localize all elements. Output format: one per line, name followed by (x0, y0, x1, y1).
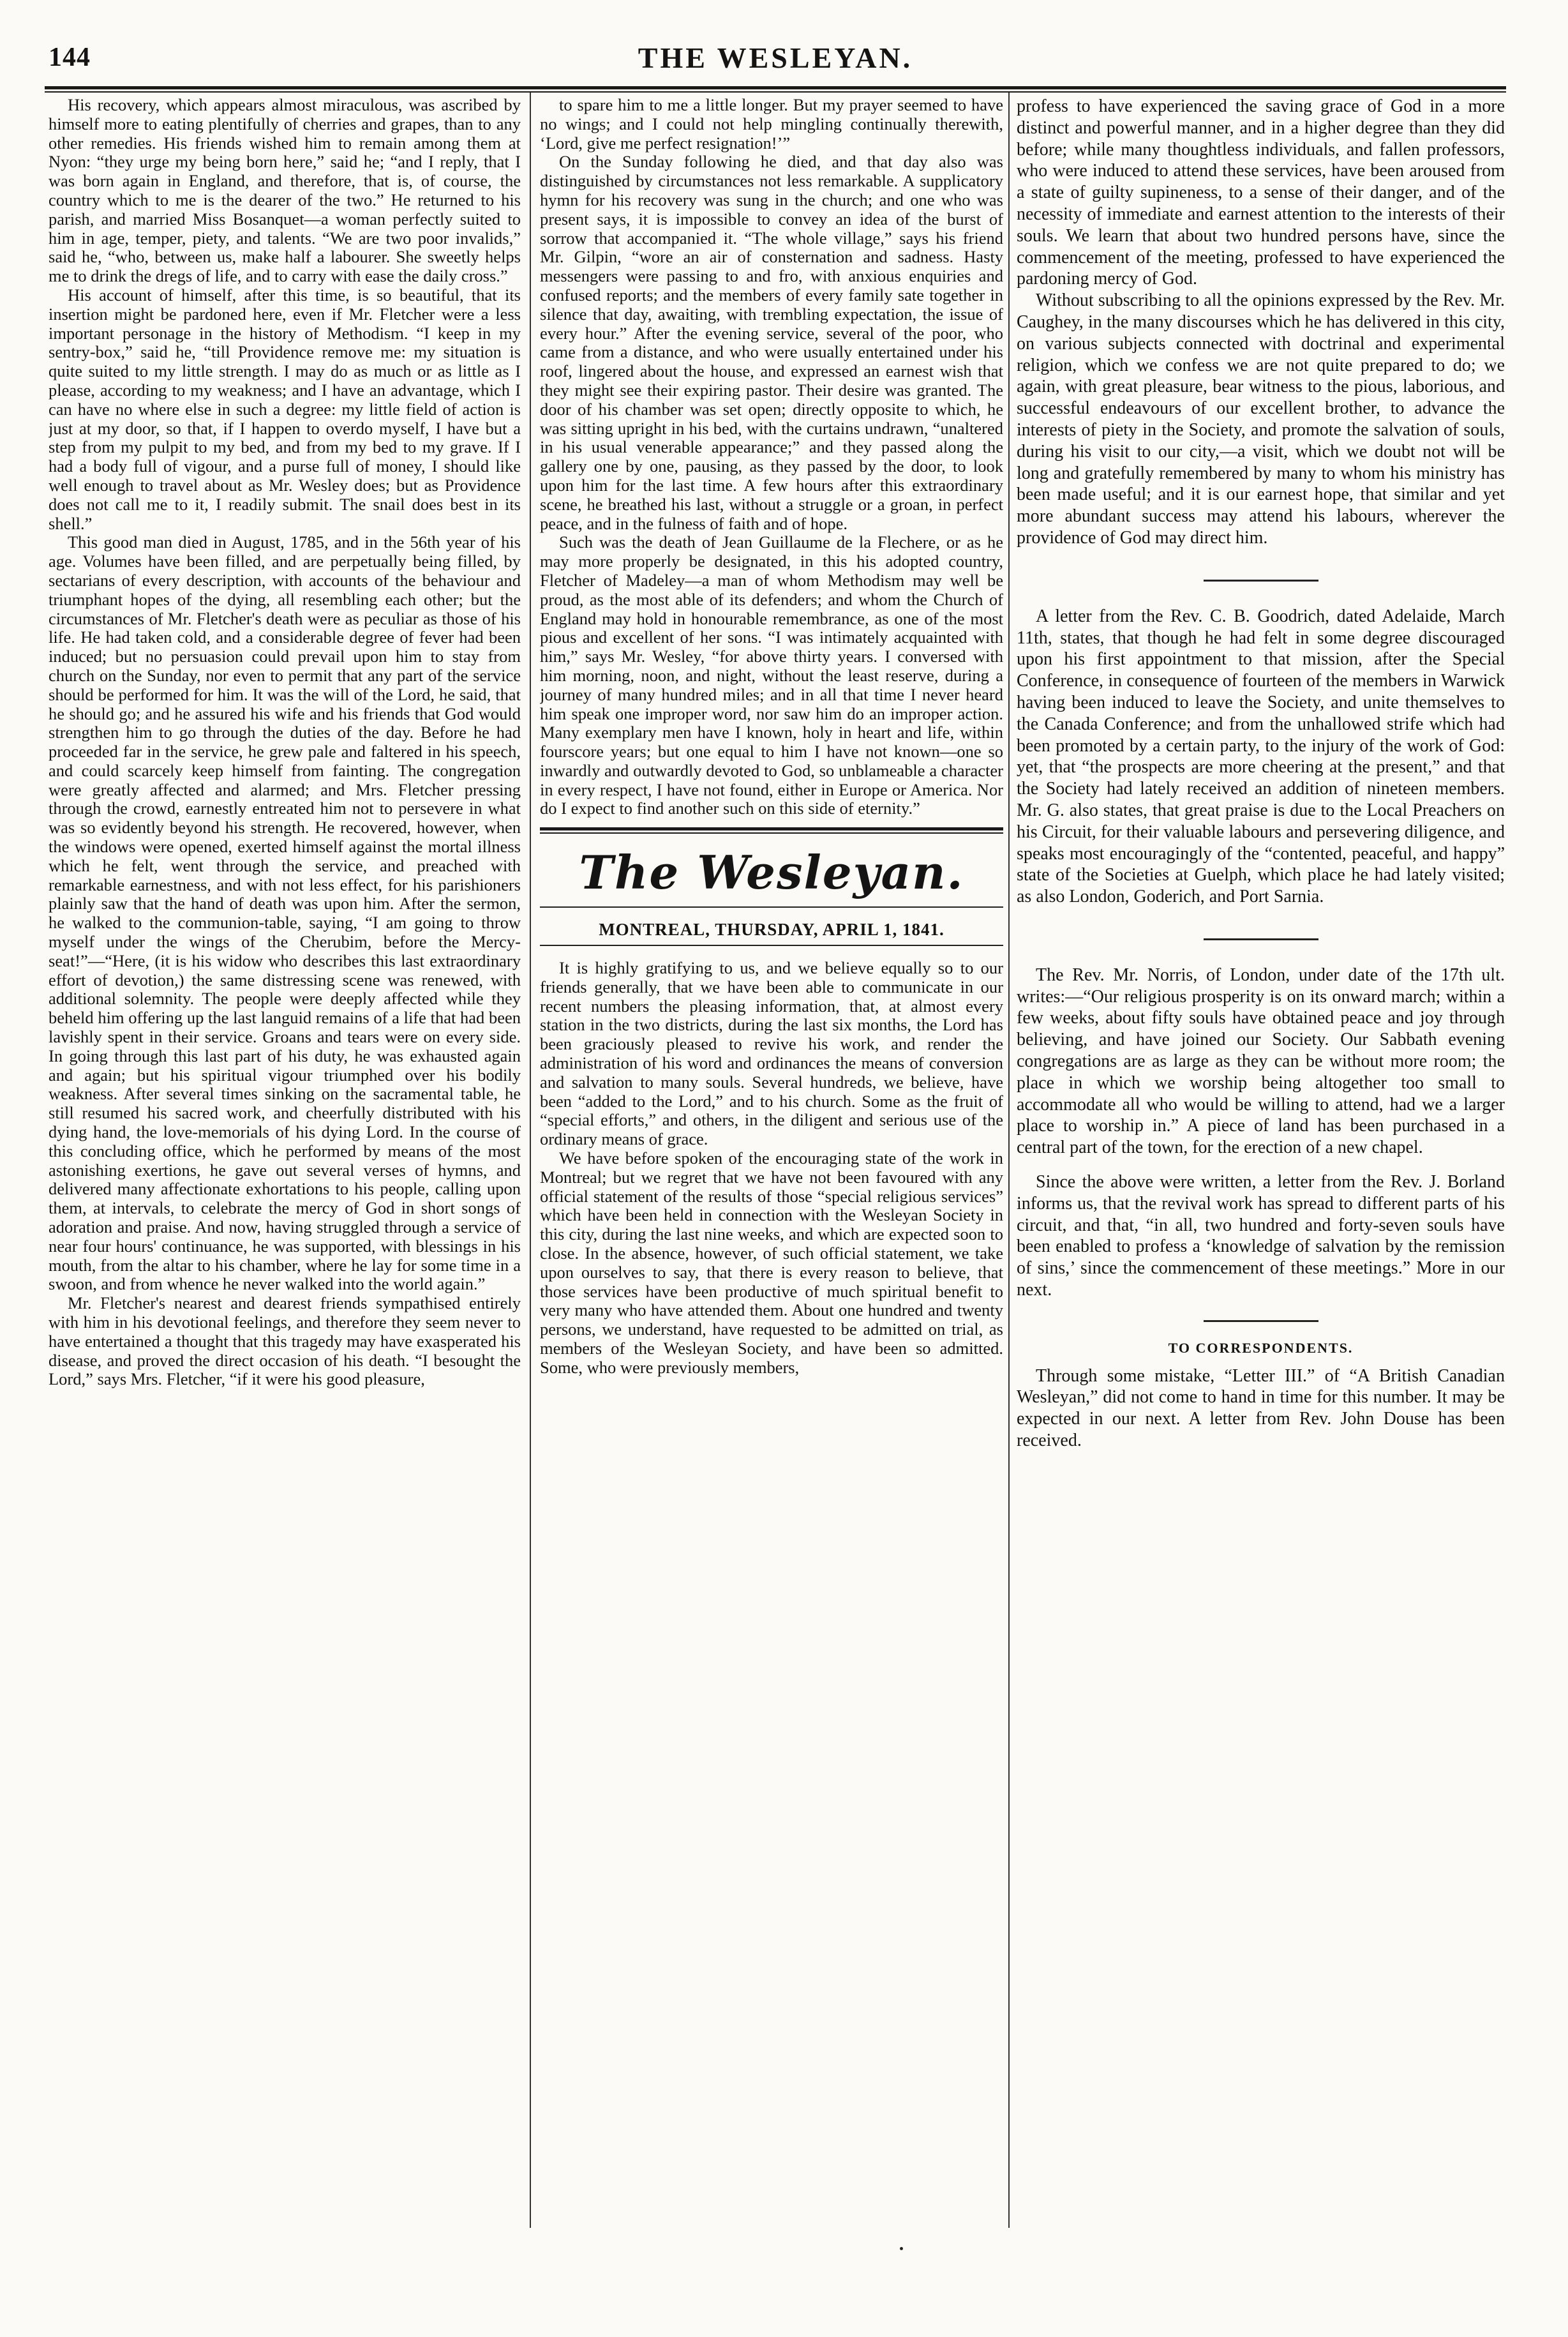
paragraph: On the Sunday following he died, and that day also was distinguished by circumstances not less remarkable. A supplicatory hymn for his recovery was sung in the church; and one who was present says, it is impossible to convey an idea of the burst of sorrow that accompanied it. “The whole village,” says his friend Mr. Gilpin, “wore an air of consternation and sadness. Hasty messengers were passing to and fro, with anxious enquiries and confused reports; and the members of every family sate together in silence that day, awaiting, with trembling expectation, the issue of every hour.” After the evening service, several of the poor, who came from a distance, and who were usually entertained under his roof, lingered about the house, and expressed an earnest wish that they might see their expiring pastor. Their desire was granted. The door of his chamber was set open; directly opposite to which, he was sitting upright in his bed, with the curtains undrawn, “unaltered in his usual venerable appearance;” and they passed along the gallery one by one, pausing, as they passed by the door, to look upon him for the last time. A few hours after this extraordinary scene, he breathed his last, without a struggle or a groan, in perfect peace, and in the fulness of faith and of hope. (540, 152, 1003, 533)
editorial-paragraph: It is highly gratifying to us, and we believe equally so to our friends generally, that we have been able to communicate in our recent numbers the pleasing information, that, at almost every station in the two districts, during the last six months, the Lord has been graciously pleased to revive his work, and render the administration of his word and ordinances the means of conversion and salvation to many souls. Several hundreds, we believe, have been “added to the Lord,” and to his church. Some as the fruit of “special efforts,” and others, in the diligent and serious use of the ordinary means of grace. (540, 958, 1003, 1149)
news-item-norris: The Rev. Mr. Norris, of London, under date of the 17th ult. writes:—“Our religious prosperity is on its onward march; within a few weeks, about fifty souls have obtained peace and joy through believing, and have joined our Society. Our Sabbath evening congregations are as large as they can be without more room; the place in which we worship being altogether too small to accommodate all who would be willing to attend, had we a larger place to worship in.” A piece of land has been purchased in a central part of the town, for the erection of a new chapel. (1017, 965, 1505, 1158)
editorial-paragraph: We have before spoken of the encouraging state of the work in Montreal; but we regret that we have not been favoured with any official statement of the results of those “special religious services” which have been held in connection with the Wesleyan Society in this city, during the last nine weeks, and which are expected soon to close. In the absence, however, of such official statement, we take upon ourselves to say, that there is every reason to believe, that those services have been productive of much spiritual benefit to very many who have attended them. About one hundred and twenty persons, we understand, have requested to be admitted on trial, as members of the Wesleyan Society, and have been so admitted. Some, who were previously members, (540, 1148, 1003, 1377)
column-2 (540, 96, 1003, 2225)
page-header (45, 37, 1506, 82)
section-rule (1204, 580, 1318, 582)
paragraph: Such was the death of Jean Guillaume de la Flechere, or as he may more properly be designated, in this his adopted country, Fletcher of Madeley—a man of whom Methodism may well be proud, as the most able of its defenders; and whom the Church of England may hold in honourable remembrance, as one of the most pious and excellent of her sons. “I was intimately acquainted with him,” says Mr. Wesley, “for above thirty years. I conversed with him morning, noon, and night, without the least reserve, during a journey of many hundred miles; and in all that time I never heard him speak one improper word, nor saw him do an improper action. Many exemplary men have I known, holy in heart and life, within fourscore years; but one equal to him I have not known—one so inwardly and outwardly devoted to God, so unblameable a character in every respect, I have not found, either in Europe or America. Nor do I expect to find another such on this side of eternity.” (540, 532, 1003, 818)
paragraph: Without subscribing to all the opinions expressed by the Rev. Mr. Caughey, in the many discourses which he has delivered in this city, on various subjects connected with doctrinal and experimental religion, which we confess we are not quite prepared to do; we again, with great pleasure, bear witness to the pious, laborious, and successful endeavours of our excellent brother, to advance the interests of piety in the Society, and promote the salvation of souls, during his visit to our city,—a visit, which we doubt not will be long and gratefully remembered by many to whom his ministry has been made useful; and it is our earnest hope, that similar and yet more abundant success may attend his labours, wherever the providence of God may direct him. (1017, 290, 1505, 548)
paragraph: Mr. Fletcher's nearest and dearest friends sympathised entirely with him in his devotional feelings, and therefore they seem never to have entertained a thought that this tragedy may have exasperated his disease, and proved the direct occasion of his death. “I besought the Lord,” says Mrs. Fletcher, “if it were his good pleasure, (49, 1293, 521, 1389)
masthead-title: The Wesleyan. (579, 845, 964, 900)
dateline: MONTREAL, THURSDAY, APRIL 1, 1841. (599, 920, 945, 940)
paragraph: profess to have experienced the saving grace of God in a more distinct and powerful manner, and in a higher degree than they did before; while many thoughtless individuals, and fallen professors, who were induced to attend these services, have been aroused from a state of guilty supineness, to a sense of their danger, and of the necessity of immediate and earnest attention to the interests of their souls. We learn that about two hundred persons have, since the commencement of the meeting, professed to have experienced the pardoning mercy of God. (1017, 96, 1505, 289)
section-rule (1204, 938, 1318, 940)
masthead-rule (540, 827, 1003, 834)
header-rule (45, 86, 1506, 93)
paragraph: This good man died in August, 1785, and in the 56th year of his age. Volumes have been filled, and are perpetually being filled, by sectarians of every description, with accounts of the behaviour and triumphant hopes of the dying, all resembling each other; but the circumstances of Mr. Fletcher's death were as peculiar as those of his life. He had taken cold, and a considerable degree of fever had been induced; but no persuasion could prevail upon him to stay from church on the Sunday, nor even to permit that any part of the service should be performed for him. It was the will of the Lord, he said, that he should go; and he assured his wife and his friends that God would strengthen him to go through the duties of the day. Before he had proceeded far in the service, he grew pale and faltered in his speech, and could scarcely keep himself from fainting. The congregation were greatly affected and alarmed; and Mrs. Fletcher pressing through the crowd, earnestly entreated him not to persevere in what was so evidently beyond his strength. He recovered, however, when the windows were opened, exerted himself against the mortal illness which he felt, went through the service, and preached with remarkable earnestness, and with not less effect, for his parishioners plainly saw that the hand of death was upon him. After the sermon, he walked to the communion-table, saying, “I am going to throw myself under the wings of the Cherubim, before the Mercy-seat!”—“Here, (it is his widow who describes this last extraordinary effort of devotion,) the same distressing scene was renewed, with additional solemnity. The people were deeply affected while they beheld him offering up the last languid remains of a life that had been lavishly spent in their service. Groans and tears were on every side. In going through this last part of his duty, he was exhausted again and again; but his spiritual vigour triumphed over his bodily weakness. After several times sinking on the sacramental table, he still resumed his sacred work, and cheerfully distributed with his dying hand, the love-memorials of his dying Lord. In the course of this concluding office, which he performed by means of the most astonishing exertions, he gave out several verses of hymns, and delivered many affectionate exhortations to his people, calling upon them, at intervals, to celebrate the mercy of God in short songs of adoration and praise. And now, having struggled through a service of near four hours' continuance, he was supported, with blessings in his mouth, from the altar to his chamber, where he lay for some time in a swoon, and from whence he never walked into the world again.” (49, 532, 521, 1294)
section-rule (1204, 1320, 1318, 1322)
correspondents-heading: TO CORRESPONDENTS. (1168, 1339, 1354, 1356)
column-divider (1008, 93, 1010, 2228)
running-title: THE WESLEYAN. (638, 41, 913, 74)
paragraph: His recovery, which appears almost miraculous, was ascribed by himself more to eating plentifully of cherries and grapes, than to any other remedies. His friends wished him to remain among them at Nyon: “they urge my being born here,” said he; “and I reply, that I was born again in England, and therefore, that is, of course, the country which to me is the dearer of the two.” He returned to his parish, and married Miss Bosanquet—a woman perfectly suited to him in age, temper, piety, and talents. “We are two poor invalids,” said he, “who, between us, make half a labourer. She sweetly helps me to drink the dregs of life, and to carry with ease the daily cross.” (49, 96, 521, 286)
masthead-rule (540, 906, 1003, 908)
column-1 (49, 96, 521, 2225)
paragraph: His account of himself, after this time, is so beautiful, that its insertion might be pardoned here, even if Mr. Fletcher were a less important personage in the history of Methodism. “I keep in my sentry-box,” said he, “till Providence remove me: my situation is quite suited to my little strength. I may do as much or as little as I please, according to my weakness; and I have an advantage, which I can have no where else in such a degree: my little field of action is just at my door, so that, if I happen to overdo myself, I have but a step from my pulpit to my bed, and from my bed to my grave. If I had a body full of vigour, and a purse full of money, I should like well enough to travel about as Mr. Wesley does; but as Providence does not call me to it, I readily submit. The snail does best in its shell.” (49, 285, 521, 533)
correspondents-text: Through some mistake, “Letter III.” of “A British Canadian Wesleyan,” did not come to hand in time for this number. It may be expected in our next. A letter from Rev. John Douse has been received. (1017, 1365, 1505, 1451)
paragraph: to spare him to me a little longer. But my prayer seemed to have no wings; and I could not help mingling continually therewith, ‘Lord, give me perfect resignation!’” (540, 96, 1003, 153)
page-number: 144 (49, 43, 91, 72)
news-item-borland: Since the above were written, a letter from the Rev. J. Borland informs us, that the revival work has spread to different parts of his circuit, and that, “in all, two hundred and forty-seven souls have been enabled to profess a ‘knowledge of salvation by the remission of sins,’ since the commencement of these meetings.” More in our next. (1017, 1172, 1505, 1300)
news-item-goodrich: A letter from the Rev. C. B. Goodrich, dated Adelaide, March 11th, states, that though he had felt in some degree discouraged upon his first appointment to that mission, after the Special Conference, in consequence of fourteen of the members in Warwick having been induced to leave the Society, and unite themselves to the Canada Conference; and from the unhallowed strife which had been promoted by a certain party, to the injury of the work of God: yet, that “the prospects are more cheering at the present,” and that the Society had lately received an addition of nineteen members. Mr. G. also states, that great praise is due to the Local Preachers on his Circuit, for their valuable labours and persevering diligence, and speaks most encouragingly of the “contented, peaceful, and happy” state of the Societies at Guelph, which place he had lately visited; as also London, Goderich, and Port Sarnia. (1017, 606, 1505, 907)
column-3 (1017, 96, 1505, 2225)
page-speck (900, 2247, 903, 2250)
column-divider (530, 93, 531, 2228)
dateline-rule (540, 945, 1003, 946)
